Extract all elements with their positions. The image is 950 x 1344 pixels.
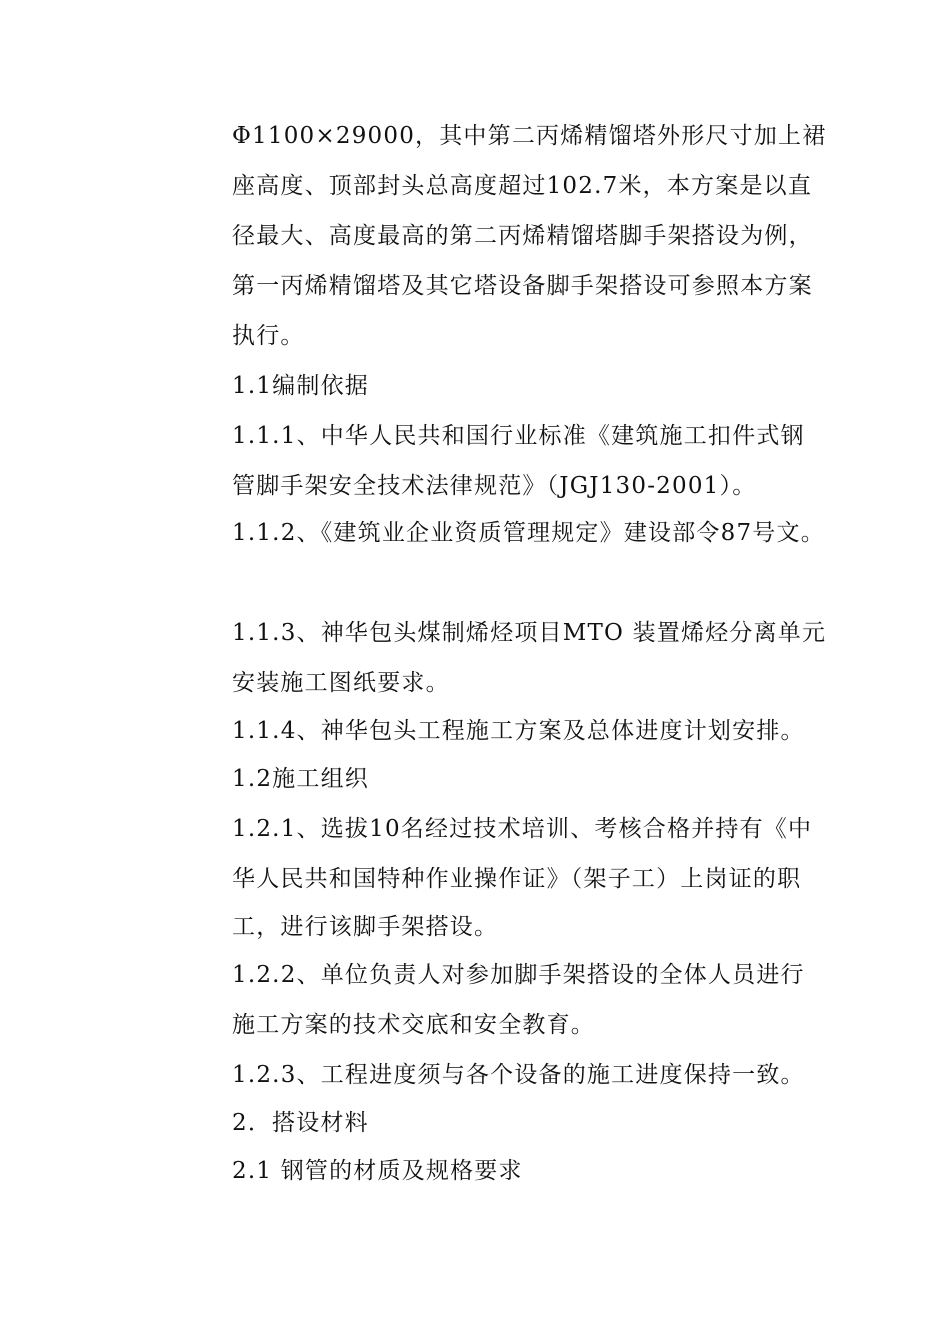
subsection-heading: 2.1 钢管的材质及规格要求 (232, 1158, 523, 1184)
list-item-continuation: 管脚手架安全技术法律规范》（JGJ130-2001）。 (232, 473, 757, 499)
list-item: 1.1.2、《建筑业企业资质管理规定》建设部令87号文。 (232, 520, 825, 546)
section-heading: 1.2施工组织 (232, 766, 369, 792)
list-item: 1.1.1、中华人民共和国行业标准《建筑施工扣件式钢 (232, 423, 805, 449)
list-item: 1.1.4、神华包头工程施工方案及总体进度计划安排。 (232, 718, 805, 744)
list-item: 1.2.1、选拔10名经过技术培训、考核合格并持有《中 (232, 816, 813, 842)
paragraph-line: 第一丙烯精馏塔及其它塔设备脚手架搭设可参照本方案 (232, 273, 813, 299)
section-heading: 1.1编制依据 (232, 373, 369, 399)
paragraph-line: 座高度、顶部封头总高度超过102.7米，本方案是以直 (232, 173, 813, 199)
list-item-continuation: 施工方案的技术交底和安全教育。 (232, 1012, 595, 1038)
list-item: 1.2.2、单位负责人对参加脚手架搭设的全体人员进行 (232, 962, 805, 988)
list-item: 1.2.3、工程进度须与各个设备的施工进度保持一致。 (232, 1062, 805, 1088)
paragraph-line: 径最大、高度最高的第二丙烯精馏塔脚手架搭设为例， (232, 223, 813, 249)
list-item: 1.1.3、神华包头煤制烯烃项目MTO 装置烯烃分离单元 (232, 620, 827, 646)
list-item-continuation: 安装施工图纸要求。 (232, 670, 450, 696)
section-heading: 2．搭设材料 (232, 1110, 369, 1136)
list-item-continuation: 华人民共和国特种作业操作证》（架子工）上岗证的职 (232, 866, 802, 892)
paragraph-line: Φ1100×29000，其中第二丙烯精馏塔外形尺寸加上裙 (232, 123, 827, 149)
paragraph-line: 执行。 (232, 323, 305, 349)
list-item-continuation: 工，进行该脚手架搭设。 (232, 914, 499, 940)
